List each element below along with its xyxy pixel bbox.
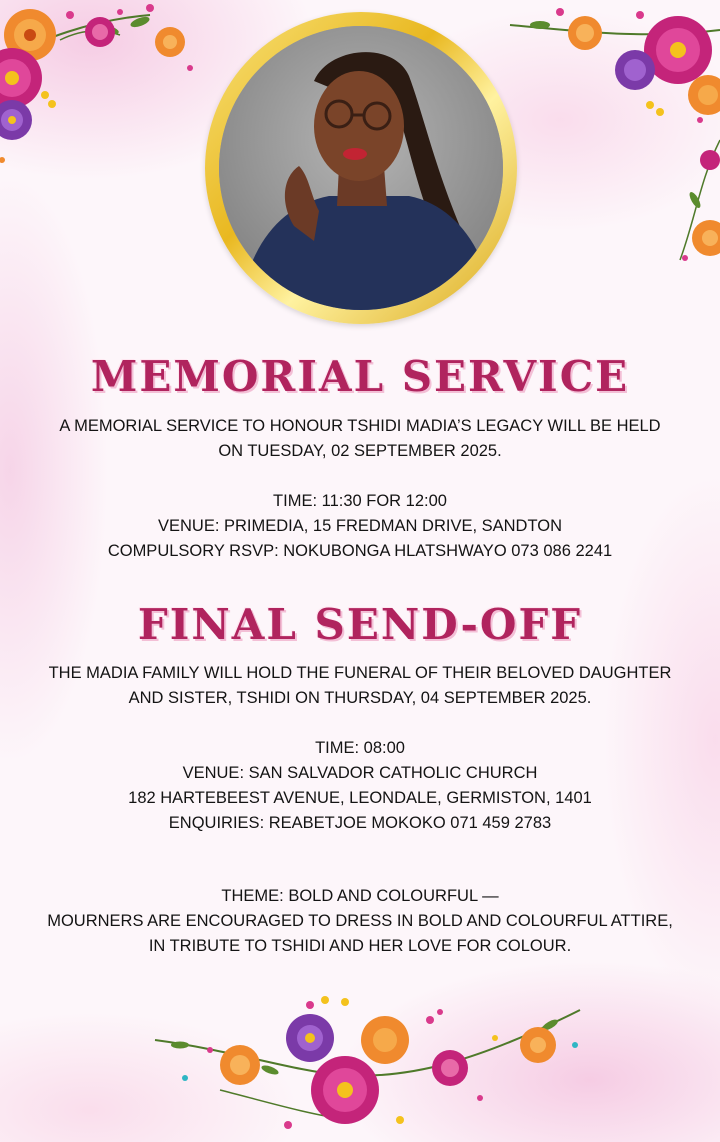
send-off-details [0,736,720,836]
portrait-frame [205,12,517,324]
floral-corner-top-right-decoration [500,0,720,270]
theme-line: MOURNERS ARE ENCOURAGED TO DRESS IN BOLD AND COLOURFUL ATTIRE, [47,912,673,930]
memorial-intro-line: ON TUESDAY, 02 SEPTEMBER 2025. [218,442,502,460]
floral-garland-bottom-decoration [150,990,590,1142]
memorial-rsvp: COMPULSORY RSVP: NOKUBONGA HLATSHWAYO 073 086 2241 [107,542,613,560]
theme-title: THEME: BOLD AND COLOURFUL — [221,887,499,905]
send-off-intro-line: AND SISTER, TSHIDI ON THURSDAY, 04 SEPTEMBER 2025. [128,689,592,707]
portrait-photo [219,26,503,310]
send-off-address: 182 HARTEBEEST AVENUE, LEONDALE, GERMISTON, 1401 [128,789,592,807]
send-off-enquiries: ENQUIRIES: REABETJOE MOKOKO 071 459 2783 [168,814,552,832]
memorial-intro-line: A MEMORIAL SERVICE TO HONOUR TSHIDI MADIA’S LEGACY WILL BE HELD [59,417,661,435]
memorial-intro [0,414,720,464]
memorial-time: TIME: 11:30 FOR 12:00 [273,492,447,510]
memorial-details [0,489,720,564]
portrait-illustration [219,26,503,310]
memorial-service-heading: MEMORIAL SERVICE [90,352,630,401]
send-off-intro [0,661,720,711]
send-off-intro-line: THE MADIA FAMILY WILL HOLD THE FUNERAL OF THEIR BELOVED DAUGHTER [48,664,672,682]
floral-corner-top-left-decoration [0,0,210,170]
theme-note [0,884,720,959]
final-send-off-heading: FINAL SEND-OFF [137,600,583,649]
memorial-venue: VENUE: PRIMEDIA, 15 FREDMAN DRIVE, SANDTON [157,517,563,535]
send-off-venue: VENUE: SAN SALVADOR CATHOLIC CHURCH [182,764,538,782]
send-off-time: TIME: 08:00 [315,739,405,757]
theme-line: IN TRIBUTE TO TSHIDI AND HER LOVE FOR COLOUR. [148,937,572,955]
